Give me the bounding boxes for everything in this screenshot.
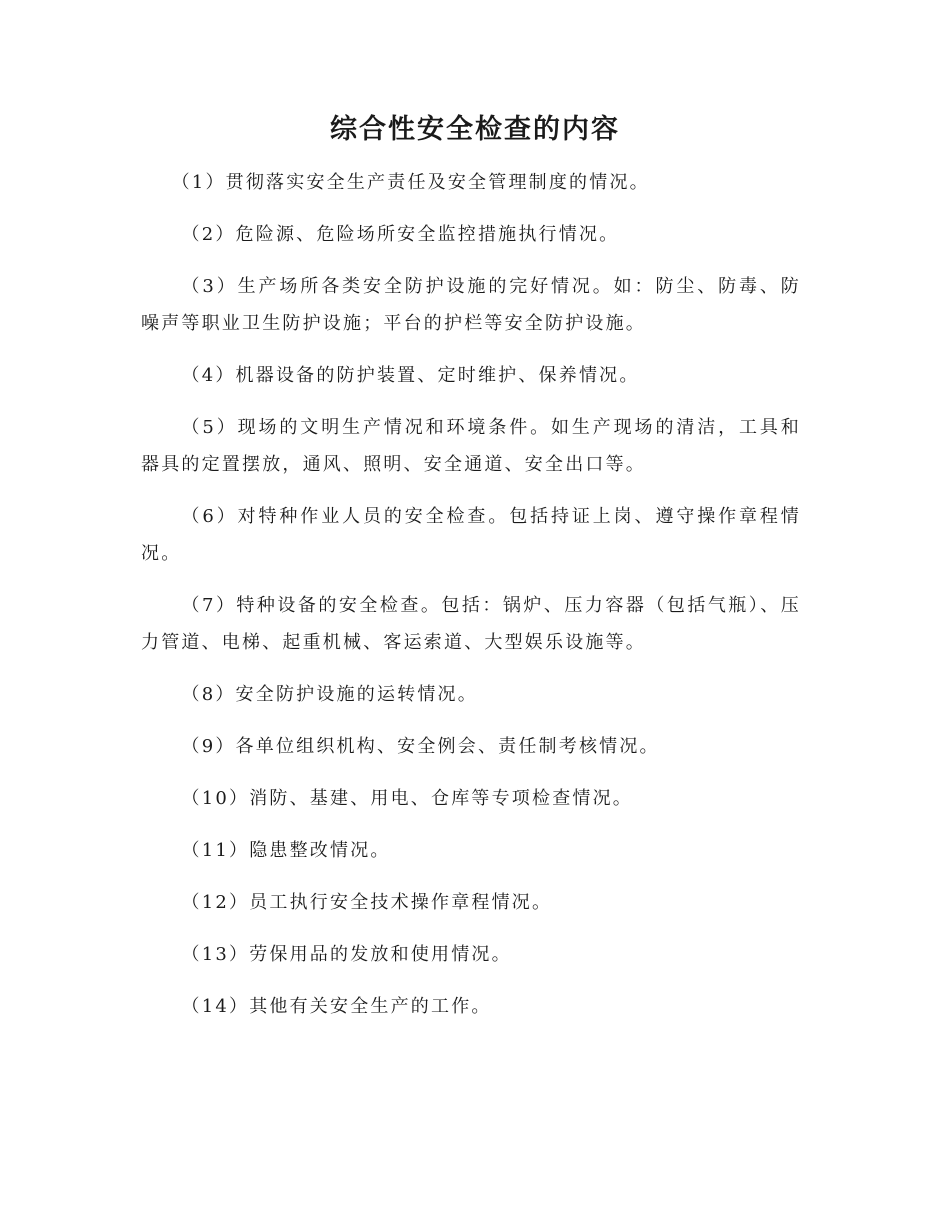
paragraph-item-14: （14）其他有关安全生产的工作。 bbox=[181, 996, 492, 1017]
paragraph-item-9: （9）各单位组织机构、安全例会、责任制考核情况。 bbox=[181, 736, 660, 757]
paragraph-item-11: （11）隐患整改情况。 bbox=[181, 840, 391, 861]
paragraph-item-12: （12）员工执行安全技术操作章程情况。 bbox=[181, 892, 553, 913]
paragraph-item-10: （10）消防、基建、用电、仓库等专项检查情况。 bbox=[181, 788, 634, 809]
paragraph-item-7: （7）特种设备的安全检查。包括：锅炉、压力容器（包括气瓶）、压力管道、电梯、起重机械、客运索道、大型娱乐设施等。 bbox=[141, 595, 801, 653]
paragraph-item-6: （6）对特种作业人员的安全检查。包括持证上岗、遵守操作章程情况。 bbox=[141, 506, 801, 564]
paragraph-item-5: （5）现场的文明生产情况和环境条件。如生产现场的清洁，工具和器具的定置摆放，通风、照明、安全通道、安全出口等。 bbox=[141, 417, 801, 475]
paragraph-item-3: （3）生产场所各类安全防护设施的完好情况。如：防尘、防毒、防噪声等职业卫生防护设施；平台的护栏等安全防护设施。 bbox=[141, 276, 801, 334]
document-body bbox=[141, 164, 801, 1040]
document-title: 综合性安全检查的内容 bbox=[330, 114, 620, 145]
paragraph-item-8: （8）安全防护设施的运转情况。 bbox=[181, 684, 478, 705]
paragraph-item-13: （13）劳保用品的发放和使用情况。 bbox=[181, 944, 512, 965]
paragraph-item-4: （4）机器设备的防护装置、定时维护、保养情况。 bbox=[181, 365, 640, 386]
paragraph-item-1: （1）贯彻落实安全生产责任及安全管理制度的情况。 bbox=[171, 172, 650, 193]
paragraph-item-2: （2）危险源、危险场所安全监控措施执行情况。 bbox=[181, 224, 620, 245]
